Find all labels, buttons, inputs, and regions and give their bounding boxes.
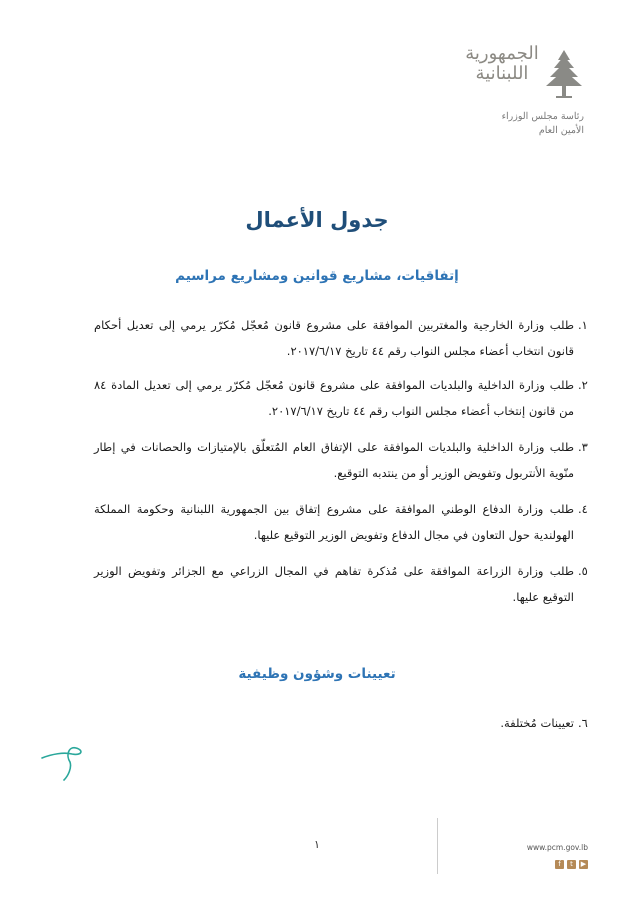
office-role: الأمين العام — [538, 125, 584, 136]
agenda-item — [94, 312, 588, 364]
item-text: طلب وزارة الزراعة الموافقة على مُذكرة تفاهم في المجال الزراعي مع الجزائر وتفويض الوزير التوقيع عليها. — [94, 564, 574, 604]
item-text: تعيينات مُختلفة. — [500, 716, 574, 730]
social-icons — [555, 860, 588, 869]
emblem-line-1: الجمهورية — [465, 43, 539, 64]
footer-divider — [437, 818, 438, 874]
letterhead — [456, 38, 586, 158]
agenda-item — [94, 434, 588, 486]
agenda-item — [94, 558, 588, 610]
emblem-text — [462, 44, 542, 84]
youtube-icon[interactable]: ▶ — [580, 860, 587, 868]
agenda-item — [94, 372, 588, 424]
item-number: ٤. — [578, 502, 588, 516]
office-lines — [474, 110, 584, 138]
item-number: ٢. — [578, 378, 588, 392]
agenda-item — [94, 496, 588, 548]
item-text: طلب وزارة الدفاع الوطني الموافقة على مشروع إتفاق بين الجمهورية اللبنانية وحكومة المملكة الهولندية حول التعاون في مجال الدفاع وتفويض الوزير التوقيع عليها. — [94, 502, 574, 542]
item-number: ١. — [578, 318, 588, 332]
item-number: ٦. — [578, 716, 588, 730]
item-text: طلب وزارة الداخلية والبلديات الموافقة على مشروع قانون مُعجّل مُكرّر يرمي إلى تعديل المادة ٨٤ من قانون إنتخاب أعضاء مجلس النواب رقم ٤٤ تاريخ ٢٠١٧/٦/١٧. — [94, 378, 574, 418]
signature-mark — [38, 738, 98, 782]
website-link[interactable]: www.pcm.gov.lb — [526, 843, 588, 852]
section-title-appointments: تعيينات وشؤون وظيفية — [238, 666, 396, 682]
agenda-item — [94, 710, 588, 736]
item-text: طلب وزارة الداخلية والبلديات الموافقة على الإتفاق العام المُتعلّق بالإمتيازات والحصانات في إطار منّوية الأنتربول وتفويض الوزير أو من ينتدبه التوقيع. — [94, 440, 574, 480]
facebook-icon[interactable]: f — [555, 860, 564, 869]
office-name: رئاسة مجلس الوزراء — [501, 111, 584, 122]
cedar-tree-icon — [544, 48, 584, 100]
twitter-icon[interactable]: t — [567, 860, 576, 869]
item-number: ٣. — [578, 440, 588, 454]
page-number: ١ — [314, 838, 320, 851]
emblem-line-2: اللبنانية — [475, 63, 529, 84]
page-title: جدول الأعمال — [245, 208, 389, 232]
section-title-agreements: إتفاقيات، مشاريع قوانين ومشاريع مراسيم — [175, 268, 459, 284]
item-text: طلب وزارة الخارجية والمغتربين الموافقة على مشروع قانون مُعجّل مُكرّر يرمي إلى تعديل أحكام قانون انتخاب أعضاء مجلس النواب رقم ٤٤ تاريخ ٢٠١٧/٦/١٧. — [94, 318, 574, 358]
item-number: ٥. — [578, 564, 588, 578]
